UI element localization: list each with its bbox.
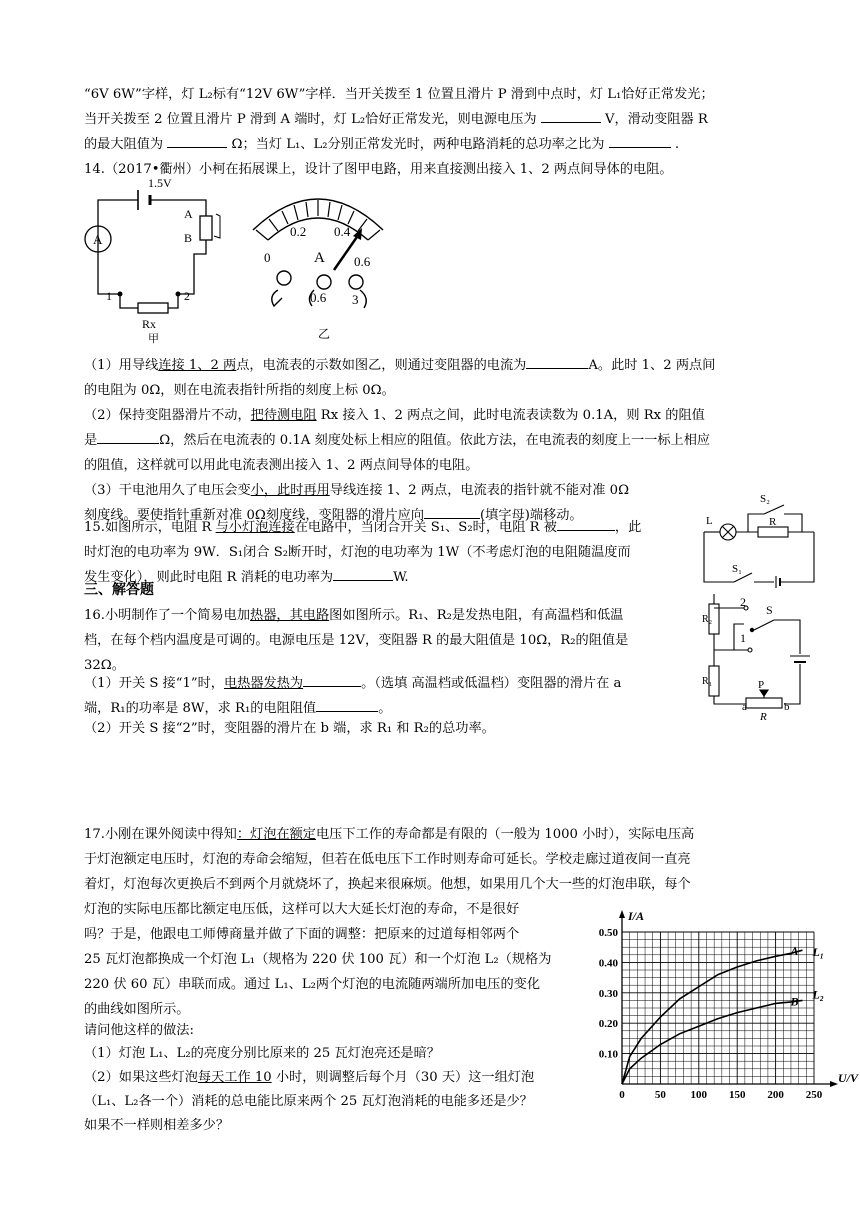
- figure-14-circuit-a: [78, 176, 228, 346]
- terminal-label: 3: [352, 292, 359, 307]
- q14-part1: [84, 353, 780, 378]
- point-2-label: 2: [184, 289, 190, 303]
- q13-line2: [84, 107, 780, 132]
- q17-line10: （1）灯泡 L₁、L₂的亮度分别比原来的 25 瓦灯泡亮还是暗？: [84, 1046, 440, 1061]
- q13-text: 的最大阻值为: [84, 137, 164, 152]
- text: Rx 接入 1、2 两点之间，此时电流表读数为 0.1A，则 Rx 的阻值: [316, 408, 705, 423]
- ammeter-label: A: [93, 232, 103, 247]
- series-name-label: L₁: [812, 945, 824, 960]
- dial-tick-label: 0.2: [290, 224, 307, 239]
- q13-text: V，滑动变阻器 R: [605, 112, 708, 127]
- underlined-text: 每天工作 10: [197, 1070, 272, 1085]
- answer-blank[interactable]: [557, 516, 615, 531]
- q13-text: 当开关拨至 2 位置且滑片 P 滑到 A 端时，灯 L₂恰好正常发光，则电源电压为: [84, 112, 537, 127]
- q17-line8: 的曲线如图所示。: [84, 1002, 190, 1017]
- terminal-2: [176, 292, 181, 297]
- text: 15.如图所示，电阻 R: [84, 520, 216, 535]
- y-tick-label: 0.10: [598, 1048, 618, 1061]
- answer-blank[interactable]: [316, 697, 378, 712]
- q13-line3: [84, 132, 780, 157]
- text: 。（选填 高温档或低温档）变阻器的滑片在 a: [361, 676, 622, 691]
- q14-part1-cont: 的电阻为 0Ω，则在电流表指针所指的刻度上标 0Ω。: [84, 383, 395, 398]
- q17-line12: （L₁、L₂各一个）消耗的总电能比原来两个 25 瓦灯泡消耗的电能多还是少？: [84, 1094, 533, 1109]
- q17-line5: 吗？于是，他跟电工师傅商量并做了下面的调整：把原来的过道每相邻两个: [84, 927, 520, 942]
- q17-line2: 于灯泡额定电压时，灯泡的寿命会缩短，但若在低电压下工作时则寿命可延长。学校走廊过道夜间一直亮: [84, 852, 691, 867]
- battery-label: 1.5V: [148, 176, 172, 190]
- x-tick-label: 150: [728, 1089, 746, 1101]
- text: W.: [393, 570, 409, 585]
- x-axis-arrow: [830, 1081, 838, 1087]
- dial-tick-label: 0: [264, 250, 271, 265]
- answer-blank[interactable]: [541, 108, 601, 123]
- x-axis-label: U/V: [838, 1071, 859, 1085]
- series-point-label: A: [790, 944, 799, 959]
- q14-head: 14.（2017•衢州）小柯在拓展课上，设计了图甲电路，用来直接测出接入 1、2 两点间导体的电阻。: [84, 162, 673, 177]
- text: A。此时 1、2 两点间: [588, 358, 716, 373]
- lamp-label: L: [706, 515, 713, 527]
- answer-blank[interactable]: [167, 133, 227, 148]
- figure-caption: 乙: [318, 327, 331, 341]
- terminal-label: 0.6: [310, 290, 327, 305]
- x-tick-label: 250: [805, 1089, 823, 1101]
- y-tick-label: 0.40: [598, 957, 618, 970]
- dial-tick-label: 0.6: [354, 254, 371, 269]
- underlined-text: 电热器发热为: [224, 676, 304, 691]
- y-tick-label: 0.50: [598, 927, 618, 939]
- y-tick-label: 0.20: [598, 1018, 618, 1031]
- switch-s1-label: S₁: [732, 563, 742, 575]
- terminal-1: [118, 292, 123, 297]
- figure-14-ammeter-dial: [238, 178, 398, 346]
- q16-part2: （2）开关 S 接“2”时，变阻器的滑片在 b 端，求 R₁ 和 R₂的总功率。: [84, 721, 495, 736]
- r2-label: R₂: [702, 614, 713, 625]
- text: （2）如果这些灯泡: [84, 1070, 198, 1085]
- q17-line7: 220 伏 60 瓦）串联而成。通过 L₁、L₂两个灯泡的电流随两端所加电压的变化: [84, 977, 541, 992]
- x-tick-label: 50: [654, 1089, 666, 1101]
- text: 点，电流表的示数如图乙，则通过变阻器的电流为: [236, 358, 527, 373]
- q17-line6: 25 瓦灯泡都换成一个灯泡 L₁（规格为 220 伏 100 瓦）和一个灯泡 L₂（规格为: [84, 952, 552, 967]
- answer-blank[interactable]: [526, 354, 588, 369]
- text: 16.小明制作了一个简易电加: [84, 608, 251, 623]
- q14-part2-cont2: 的阻值，这样就可以用此电流表测出接入 1、2 两点间导体的电阻。: [84, 458, 479, 473]
- text: (填字母)端移动。: [480, 508, 583, 523]
- text: （1）开关 S 接“1”时，: [84, 676, 224, 691]
- underlined-text: 把待测电阻: [250, 408, 317, 423]
- underlined-text: ：灯泡在额定: [236, 827, 316, 842]
- underlined-text: 连接 1、2 两: [158, 358, 237, 373]
- y-axis-label: I/A: [628, 909, 645, 923]
- point-1-label: 1: [106, 289, 112, 303]
- slider-p-label: P: [758, 679, 765, 691]
- q17-line1: [84, 822, 780, 847]
- text: 图如图所示。R₁、R₂是发热电阻，有高温档和低温: [329, 608, 624, 623]
- dial-tick-label: 0.4: [334, 224, 351, 239]
- q16-line1: [84, 603, 704, 628]
- answer-blank[interactable]: [333, 566, 393, 581]
- text: 在电路中，当闭合开关 S₁、S₂时，电阻 R 被: [294, 520, 557, 535]
- q17-line11: [84, 1065, 594, 1090]
- answer-blank[interactable]: [303, 672, 361, 687]
- y-tick-label: 0.30: [598, 987, 618, 1000]
- text: 是: [84, 433, 98, 448]
- q17-line13: 如果不一样则相差多少？: [84, 1118, 230, 1133]
- end-b-label: b: [784, 701, 790, 713]
- text: 电压下工作的寿命都是有限的（一般为 1000 小时），实际电压高: [315, 827, 695, 842]
- q16-part1: [84, 671, 704, 696]
- text: Ω，然后在电流表的 0.1A 刻度处标上相应的阻值。依此方法，在电流表的刻度上一一标上相应: [159, 433, 711, 448]
- section-heading: 三、解答题: [84, 582, 154, 598]
- text: 刻度线。要使指针重新对准 0Ω刻度线，变阻器的滑片应向: [84, 508, 425, 523]
- dial-unit: A: [314, 250, 325, 266]
- text: 端，R₁的功率是 8W，求 R₁的电阻阻值: [84, 701, 317, 716]
- figure-16-circuit: [704, 592, 816, 722]
- underlined-text: 小，此时再用: [250, 483, 330, 498]
- text: （3）干电池用久了电压会变: [84, 483, 251, 498]
- text: 发生变化），则此时电阻 R 消耗的电功率为: [84, 570, 334, 585]
- q13-line1: “6V 6W”字样，灯 L₂标有“12V 6W”字样．当开关拨至 1 位置且滑片 P 滑到中点时，灯 L₁恰好正常发光；: [84, 87, 714, 102]
- r1-label: R₁: [702, 676, 713, 687]
- answer-blank[interactable]: [609, 133, 671, 148]
- q17-line4: 灯泡的实际电压都比额定电压低，这样可以大大延长灯泡的寿命，不是很好: [84, 902, 520, 917]
- x-tick-label: 200: [767, 1089, 784, 1101]
- y-axis-arrow: [619, 910, 625, 918]
- switch-s2-label: S₂: [760, 493, 770, 505]
- q17-line3: 着灯，灯泡每次更换后不到两个月就烧坏了，换起来很麻烦。他想，如果用几个大一些的灯泡串联，每个: [84, 877, 691, 892]
- text: 。: [378, 701, 392, 716]
- end-a-label: a: [742, 701, 747, 713]
- q13-text: Ω；当灯 L₁、L₂分别正常发光时，两种电路消耗的总功率之比为: [231, 137, 605, 152]
- switch-s-label: S: [766, 603, 773, 617]
- figure-caption: 甲: [148, 333, 159, 345]
- rheostat-a-label: A: [184, 207, 193, 221]
- q16-line3: 32Ω。: [84, 658, 125, 673]
- iu-chart: [590, 900, 859, 1102]
- text: 17.小刚在课外阅读中得知: [84, 827, 237, 842]
- text: （1）用导线: [84, 358, 159, 373]
- q14-part3: [84, 478, 780, 503]
- underlined-text: 与小灯泡连接: [215, 520, 295, 535]
- resistor-label: R: [769, 516, 777, 528]
- contact-1-label: 1: [740, 631, 746, 645]
- q14-part2: [84, 403, 780, 428]
- q17-line9: 请问他这样的做法:: [84, 1023, 194, 1038]
- rheostat-b-label: B: [184, 231, 193, 245]
- series-point-label: B: [790, 994, 799, 1009]
- q16-line2: 档，在每个档内温度是可调的。电源电压是 12V，变阻器 R 的最大阻值是 10Ω，R₂的阻值是: [84, 633, 629, 648]
- figure-15-circuit: [698, 488, 824, 592]
- q13-text: .: [674, 137, 680, 152]
- text: （2）保持变阻器滑片不动，: [84, 408, 251, 423]
- rx-label: Rx: [142, 317, 157, 331]
- q15-line1: [84, 515, 694, 540]
- series-name-label: L₂: [812, 987, 824, 1002]
- q15-line3: [84, 565, 780, 590]
- answer-blank[interactable]: [97, 429, 159, 444]
- underlined-text: 热器，其电路: [250, 608, 330, 623]
- rheostat-r-label: R: [760, 711, 767, 723]
- q15-line2: 时灯泡的电功率为 9W．S₁闭合 S₂断开时，灯泡的电功率为 1W（不考虑灯泡的电阻随温度而: [84, 545, 631, 560]
- text: ，此: [614, 520, 642, 535]
- contact-2-label: 2: [740, 595, 746, 609]
- q14-part2-cont: [84, 428, 780, 453]
- text: 小时，则调整后每个月（30 天）这一组灯泡: [271, 1070, 535, 1085]
- x-tick-label: 0: [619, 1089, 625, 1101]
- text: 导线连接 1、2 两点，电流表的指针就不能对准 0Ω: [329, 483, 630, 498]
- x-tick-label: 100: [690, 1089, 708, 1101]
